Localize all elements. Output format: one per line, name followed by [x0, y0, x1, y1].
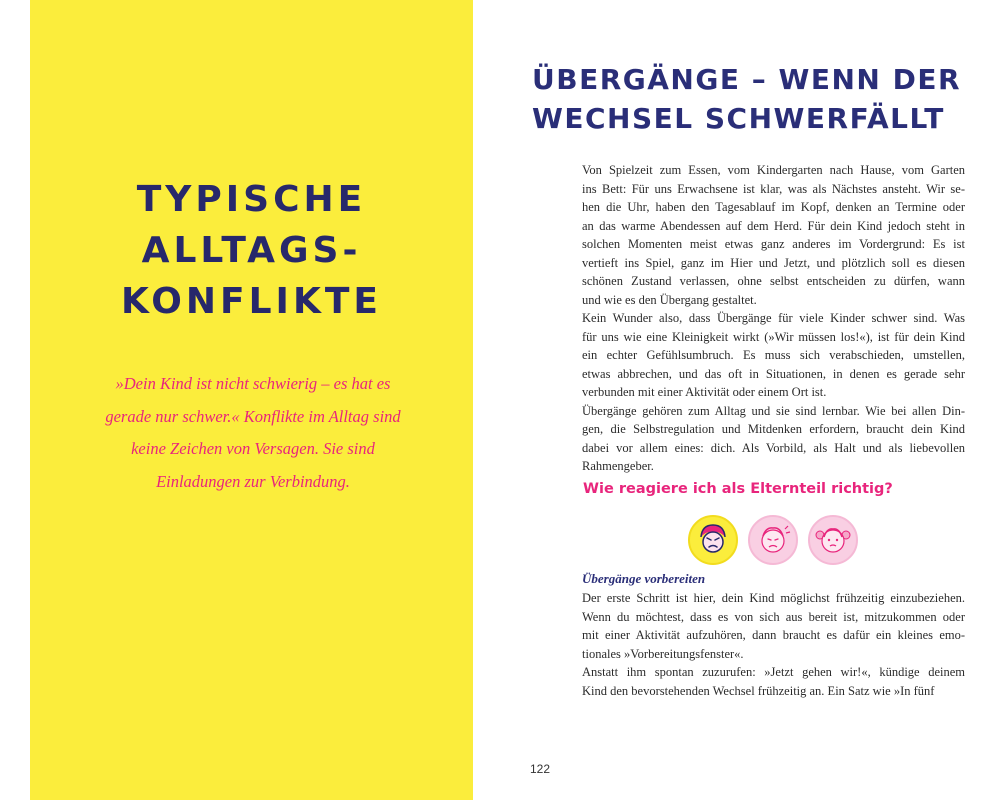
section-paragraphs [582, 589, 965, 700]
angry-child-face-icon [688, 515, 738, 565]
body-line: schönen Zustand verlassen, ohne selbst entscheiden zu dürfen, wann [582, 274, 965, 288]
body-line: vertieft ins Spiel, ganz im Hier und Jetzt, und plötzlich soll es diesen [582, 255, 965, 270]
body-line: Kein Wunder also, dass Übergänge für viele Kinder schwer sind. Was [582, 311, 965, 325]
body-line: tionales »Vorbereitungsfenster«. [582, 646, 744, 661]
quote-line: keine Zeichen von Versagen. Sie sind [131, 439, 375, 458]
body-line: Kind den bevorstehenden Wechsel frühzeitig an. Ein Satz wie »In fünf [582, 683, 935, 698]
body-line: hen die Uhr, haben den Tagesablauf im Kopf, denken an Termine oder [582, 200, 965, 214]
body-line: ein echter Gefühlsumbruch. Es muss sich verabschieden, umstellen, [582, 348, 965, 362]
left-title-line: KONFLIKTE [121, 281, 382, 322]
body-line: verbunden mit einer Aktivität oder einem Ort ist. [582, 385, 827, 399]
sub-heading: Wie reagiere ich als Elternteil richtig? [583, 481, 893, 497]
body-line: Wenn du möchtest, dass es von sich aus bereit ist, mitzukommen oder [582, 609, 965, 624]
body-line: Rahmengeber. [582, 459, 654, 473]
intro-paragraphs [582, 161, 965, 476]
left-page-title [30, 174, 473, 327]
left-title-line: TYPISCHE [136, 179, 367, 220]
chapter-title-line: WECHSEL SCHWERFÄLLT [532, 102, 945, 135]
body-line: Übergänge gehören zum Alltag und sie sind lernbar. Wie bei allen Din- [582, 403, 965, 418]
body-line: Anstatt ihm spontan zuzurufen: »Jetzt gehen wir!«, kündige deinem [582, 665, 965, 679]
quote-line: gerade nur schwer.« Konflikte im Alltag sind [105, 406, 401, 426]
body-line: solchen Momenten meist etwas ganz anderes im Vordergrund: Es ist [582, 237, 965, 251]
body-line: dabei vor allem eines: dich. Als Vorbild, als Halt und als liebevollen [582, 440, 965, 455]
body-line: und wie es den Übergang gestaltet. [582, 292, 757, 307]
pull-quote [68, 368, 438, 498]
body-line: für uns wie eine Kleinigkeit wirkt (»Wir müssen los!«), ist für dein Kind [582, 329, 965, 344]
body-line: Der erste Schritt ist hier, dein Kind möglichst frühzeitig einzubeziehen. [582, 591, 965, 605]
body-line: gen, die Selbstregulation und Mitdenken erfordern, braucht dein Kind [582, 422, 965, 436]
body-line: an das warme Abendessen auf dem Herd. Für dein Kind jedoch steht in [582, 218, 965, 233]
body-line: ins Bett: Für uns Erwachsene ist klar, was als Nächstes ansteht. Wir se- [582, 181, 965, 196]
left-page [30, 0, 473, 800]
section-heading: Übergänge vorbereiten [582, 571, 706, 586]
body-line: mit einer Aktivität aufzuhören, dann braucht es dafür ein kleines emo- [582, 628, 965, 642]
emotion-icons [688, 515, 858, 565]
left-title-line: ALLTAGS- [141, 230, 362, 271]
quote-line: »Dein Kind ist nicht schwierig – es hat es [115, 374, 391, 393]
page-number: 122 [530, 762, 551, 776]
quote-line: Einladungen zur Verbindung. [156, 471, 350, 491]
chapter-title-line: ÜBERGÄNGE – WENN DER [532, 63, 962, 96]
pigtails-child-face-icon [808, 515, 858, 565]
upset-child-face-icon [748, 515, 798, 565]
body-line: Von Spielzeit zum Essen, vom Kindergarten nach Hause, vom Garten [582, 163, 965, 177]
chapter-title [532, 60, 961, 138]
body-line: etwas abbrechen, und das oft in Situationen, in denen es gerade sehr [582, 366, 965, 381]
